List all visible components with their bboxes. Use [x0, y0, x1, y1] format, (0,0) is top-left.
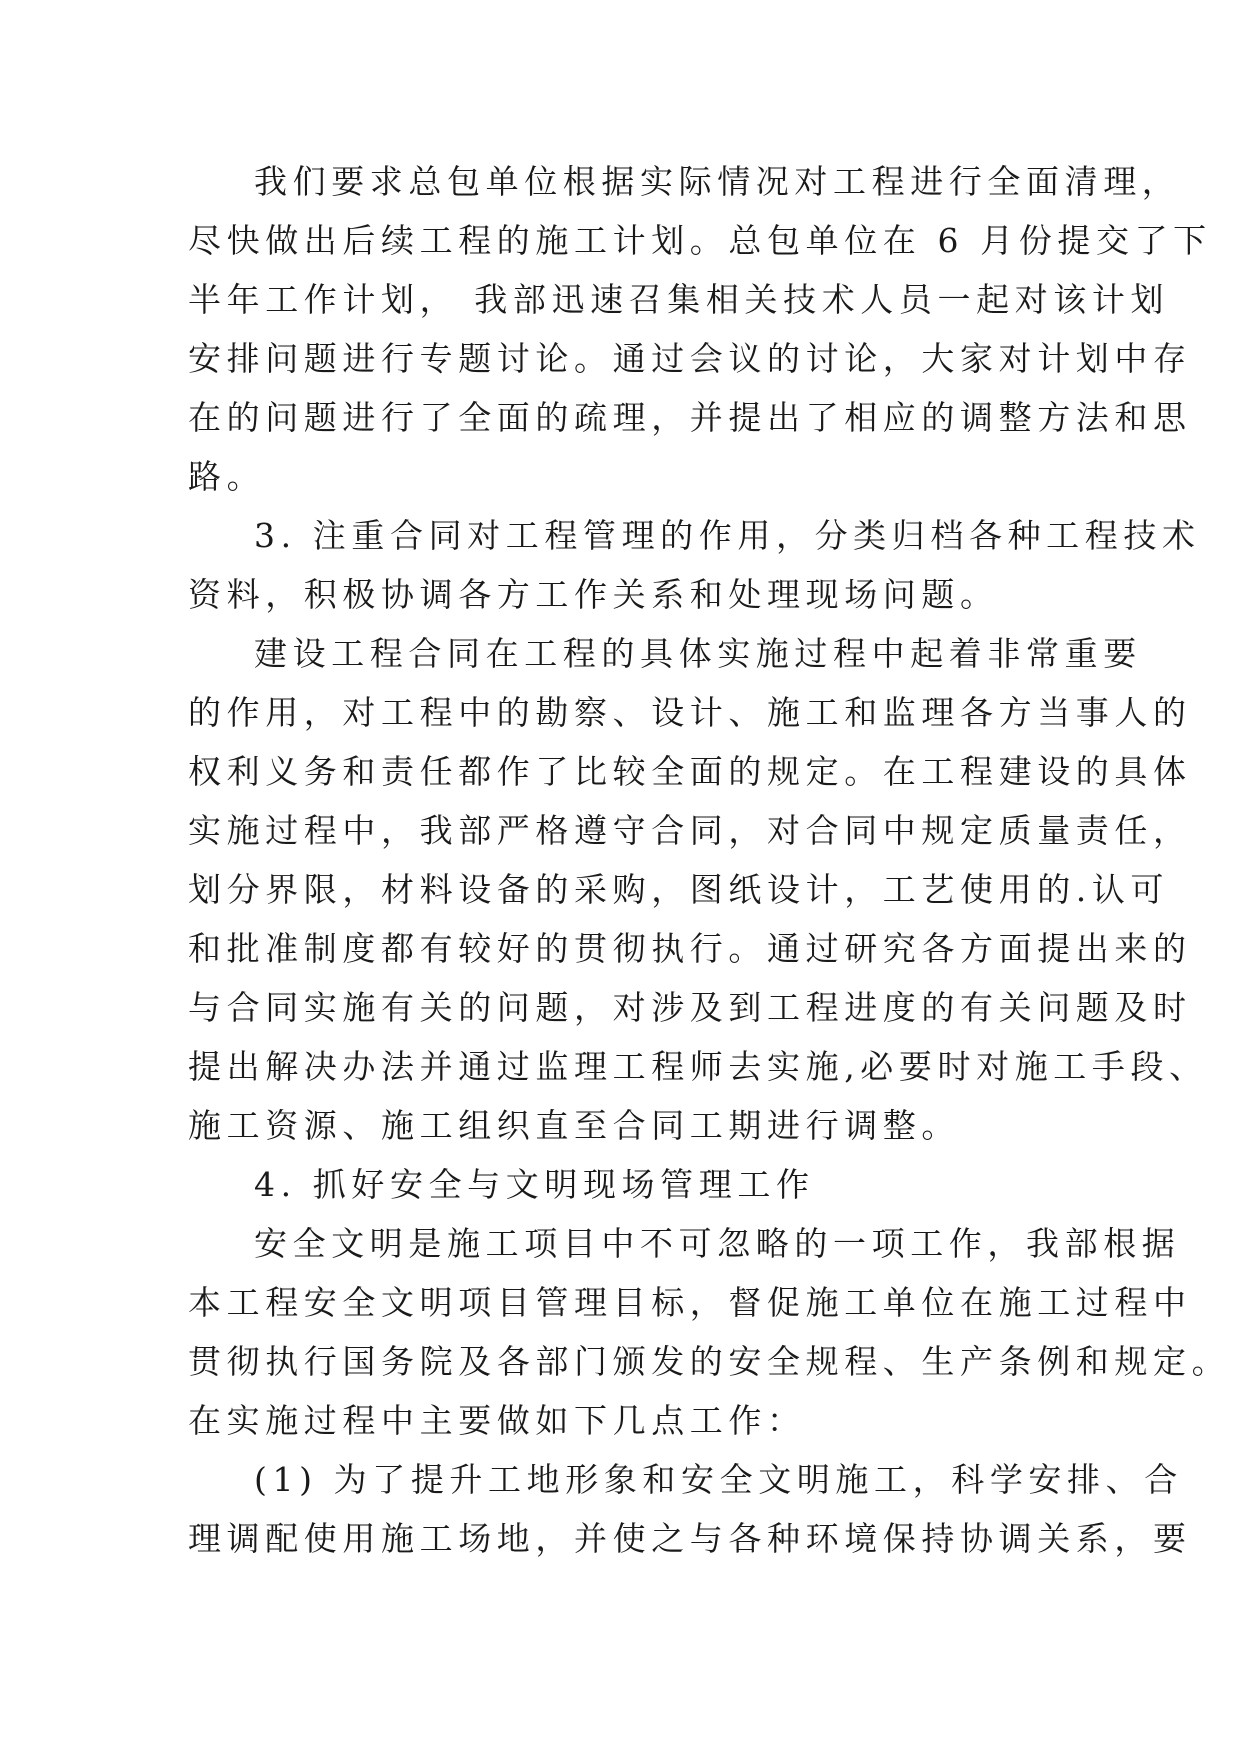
text-line: 划分界限，材料设备的采购，图纸设计，工艺使用的.认可	[188, 870, 1170, 909]
text-line: 施工资源、施工组织直至合同工期进行调整。	[188, 1106, 960, 1145]
paragraph-contract-role	[188, 624, 1208, 1155]
text-line: 半年工作计划， 我部迅速召集相关技术人员一起对该计划	[188, 280, 1170, 319]
text-line: (1) 为了提升工地形象和安全文明施工，科学安排、合	[254, 1460, 1183, 1499]
text-line: 资料，积极协调各方工作关系和处理现场问题。	[188, 575, 999, 614]
text-line: 4. 抓好安全与文明现场管理工作	[254, 1165, 815, 1204]
text-line: 在实施过程中主要做如下几点工作：	[188, 1401, 806, 1440]
text-line: 提出解决办法并通过监理工程师去实施,必要时对施工手段、	[188, 1047, 1208, 1086]
text-line: 和批准制度都有较好的贯彻执行。通过研究各方面提出来的	[188, 929, 1192, 968]
document-body	[188, 152, 1231, 1568]
text-line: 建设工程合同在工程的具体实施过程中起着非常重要	[254, 634, 1142, 673]
text-line: 权利义务和责任都作了比较全面的规定。在工程建设的具体	[188, 752, 1192, 791]
list-item-1	[188, 1450, 1192, 1568]
text-line: 安排问题进行专题讨论。通过会议的讨论，大家对计划中存	[188, 339, 1192, 378]
text-line: 实施过程中，我部严格遵守合同，对合同中规定质量责任，	[188, 811, 1192, 850]
text-line: 尽快做出后续工程的施工计划。总包单位在 6 月份提交了下	[188, 221, 1212, 260]
text-line: 3. 注重合同对工程管理的作用，分类归档各种工程技术	[254, 516, 1201, 555]
text-line: 理调配使用施工场地，并使之与各种环境保持协调关系，要	[188, 1519, 1192, 1558]
text-line: 我们要求总包单位根据实际情况对工程进行全面清理，	[254, 162, 1181, 201]
text-line: 路。	[188, 457, 266, 496]
text-line: 贯彻执行国务院及各部门颁发的安全规程、生产条例和规定。	[188, 1342, 1231, 1381]
section-heading-contract	[188, 506, 1201, 624]
text-line: 与合同实施有关的问题，对涉及到工程进度的有关问题及时	[188, 988, 1192, 1027]
paragraph-plan-review	[188, 152, 1212, 506]
text-line: 安全文明是施工项目中不可忽略的一项工作，我部根据	[254, 1224, 1181, 1263]
text-line: 在的问题进行了全面的疏理，并提出了相应的调整方法和思	[188, 398, 1192, 437]
text-line: 本工程安全文明项目管理目标，督促施工单位在施工过程中	[188, 1283, 1192, 1322]
paragraph-safety-civilization	[188, 1214, 1231, 1450]
section-heading-safety	[188, 1155, 1068, 1214]
text-line: 的作用，对工程中的勘察、设计、施工和监理各方当事人的	[188, 693, 1192, 732]
